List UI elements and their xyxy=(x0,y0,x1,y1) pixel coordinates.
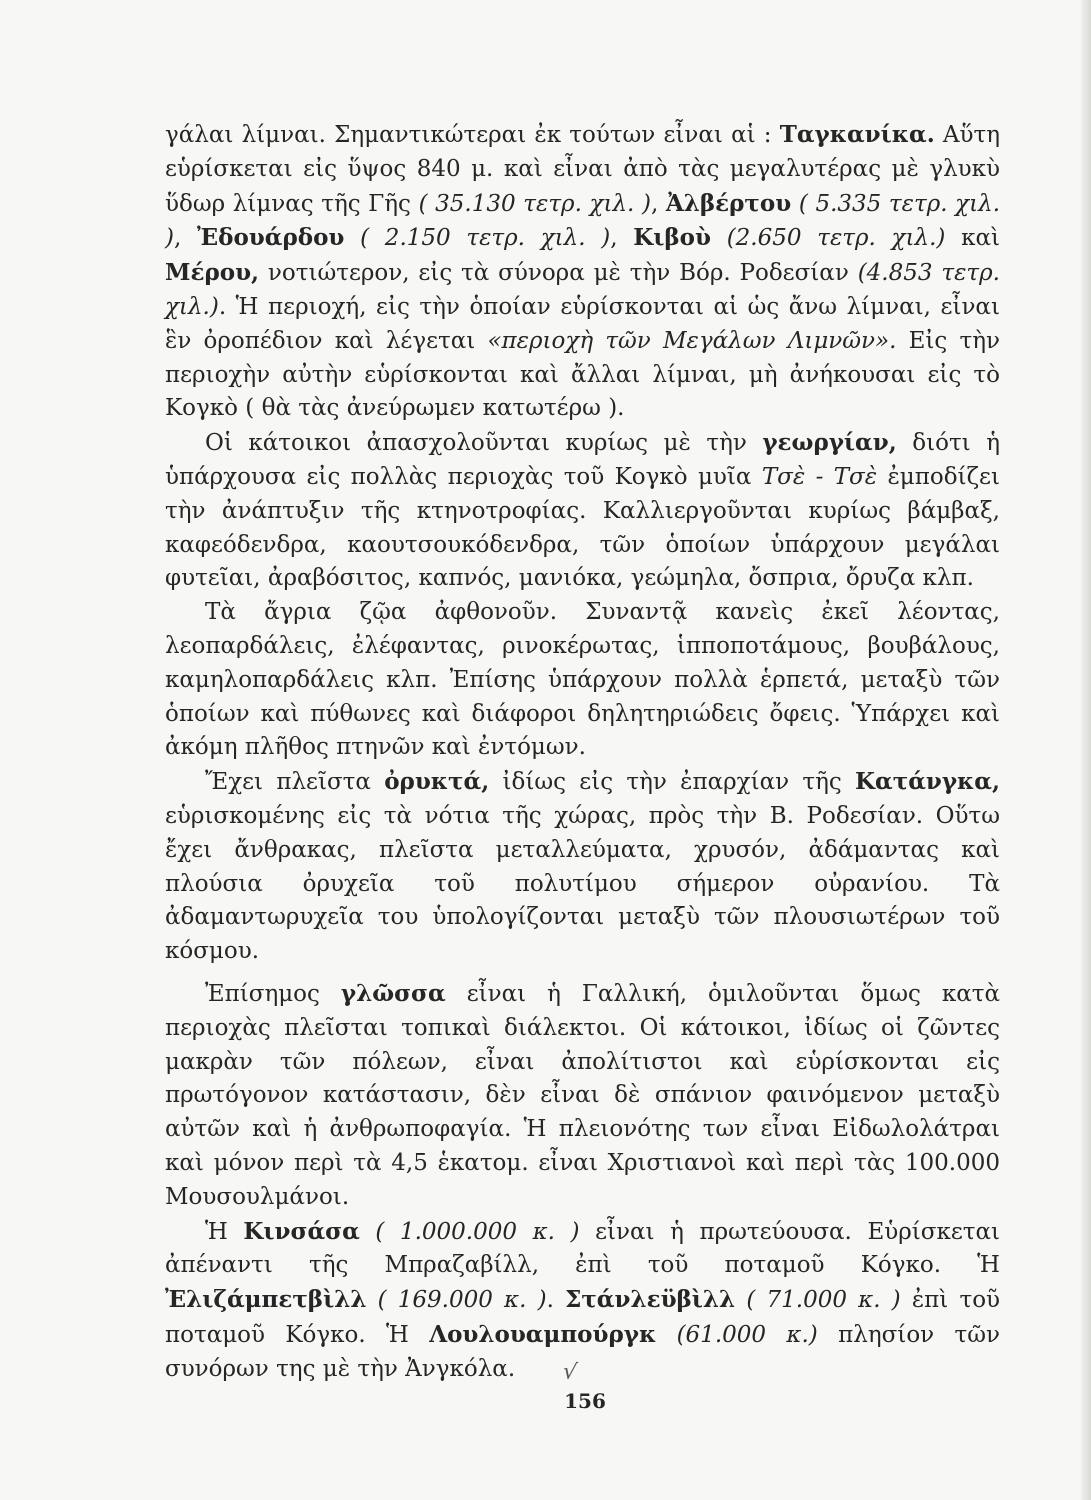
bold-term: Ταγκανίκα. xyxy=(779,121,935,148)
text-run xyxy=(344,225,360,251)
italic-figure: (61.000 κ.) xyxy=(676,1321,818,1348)
paragraph-wildlife xyxy=(165,596,1000,765)
paragraph-cities xyxy=(165,1215,1000,1387)
text-run xyxy=(791,191,799,217)
italic-figure: ( 2.150 τετρ. χιλ. ) xyxy=(360,225,611,252)
text-run: Ἡ xyxy=(205,1218,244,1245)
bold-term: ὀρυκτά, xyxy=(384,768,490,796)
bold-term: Λουλουαμπούργκ xyxy=(429,1320,657,1348)
text-run xyxy=(735,1287,746,1313)
text-run: Ἐπίσημος xyxy=(205,981,341,1007)
text-run: ἐπὶ τοῦ ποταμοῦ Κόγκο. Ἡ xyxy=(165,1287,1001,1348)
bold-term: Κινσάσα xyxy=(243,1217,360,1245)
italic-figure: ( 35.130 τετρ. χιλ. ) xyxy=(418,190,651,217)
bold-term: Κιβοὺ xyxy=(633,224,711,252)
italic-figure: ( 169.000 κ. ) xyxy=(377,1287,547,1314)
text-run xyxy=(360,1219,376,1245)
paragraph-language xyxy=(165,977,1000,1215)
text-run: γάλαι λίμναι. Σημαντικώτεραι ἐκ τούτων εἶναι αἱ : xyxy=(165,122,780,148)
text-run: , xyxy=(610,225,634,252)
italic-figure: «περιοχὴ τῶν Μεγάλων Λιμνῶν». xyxy=(487,327,897,354)
bold-term: Ἐδουάρδου xyxy=(197,224,345,252)
text-run xyxy=(366,1287,377,1313)
text-run: ἰδίως εἰς τὴν ἐπαρχίαν τῆς xyxy=(489,769,856,796)
paragraph-agriculture xyxy=(165,426,1000,596)
bold-term: Ἐλιζάμπετβὶλλ xyxy=(165,1286,367,1314)
text-run: εἶναι ἡ πρωτεύουσα. Εὑρίσκεται ἀπέναντι τῆς Μπραζαβίλλ, ἐπὶ τοῦ ποταμοῦ Κόγκο. Ἡ xyxy=(165,1218,1001,1279)
bold-term: γεωργίαν, xyxy=(762,429,897,457)
text-run: . xyxy=(546,1287,566,1314)
text-run: Τὰ ἄγρια ζῷα ἀφθονοῦν. Συναντᾷ κανεὶς ἐκεῖ λέοντας, λεοπαρδάλεις, ἐλέφαντας, ρινοκέρωτας, ἱπποποτάμους, βουβάλους, καμηλοπαρδάλεις κλπ. Ἐπίσης ὑπάρχουν πολλὰ ἑρπετά, μεταξὺ τῶν ὁποίων καὶ πύθωνες καὶ διάφοροι δηλητηριώδεις ὄφεις. Ὑπάρχει καὶ ἀκόμη πλῆθος πτηνῶν καὶ ἐντόμων. xyxy=(165,599,1000,761)
text-run: νοτιώτερον, εἰς τὰ σύνορα μὲ τὴν Βόρ. Ροδεσίαν xyxy=(259,260,858,287)
bold-term: γλῶσσα xyxy=(340,980,446,1007)
text-run: , xyxy=(650,190,666,217)
bold-term: Ἀλβέρτου xyxy=(665,189,792,217)
text-run: διότι ἡ ὑπάρχουσα εἰς πολλὰς περιοχὰς τοῦ Κογκὸ μυῖα xyxy=(165,430,1000,490)
text-run: ἐμποδίζει τὴν ἀνάπτυξιν τῆς κτηνοτροφίας. Καλλιεργοῦνται κυρίως βάμβαξ, καφεόδενδρα, καουτσουκόδενδρα, τῶν ὁποίων ὑπάρχουν μεγάλαι φυτεῖαι, ἀραβόσιτος, καπνός, μανιόκα, γεώμηλα, ὄσπρια, ὄρυζα κλπ. xyxy=(165,463,1000,592)
text-block-lower xyxy=(165,977,1000,1387)
italic-figure: ( 71.000 κ. ) xyxy=(746,1287,901,1314)
text-run: καὶ xyxy=(945,225,1001,252)
text-run: . Ἡ περιοχή, εἰς τὴν ὁποίαν εὑρίσκονται αἱ ὡς ἄνω λίμναι, εἶναι ἓν ὀροπέδιον καὶ λέγεται xyxy=(165,293,1000,354)
text-run xyxy=(656,1322,676,1348)
italic-figure: (4.853 τετρ. χιλ.) xyxy=(165,260,1000,320)
text-run: Ἔχει πλεῖστα xyxy=(205,769,385,796)
text-run xyxy=(711,225,727,251)
text-run: εἶναι ἡ Γαλλική, ὁμιλοῦνται ὅμως κατὰ περιοχὰς πλεῖσται τοπικαὶ διάλεκτοι. Οἱ κάτοικοι, ἰδίως οἱ ζῶντες μακρὰν τῶν πόλεων, εἶναι ἀπολίτιστοι καὶ εὑρίσκονται εἰς πρωτόγονον κατάστασιν, δὲν εἶναι δὲ σπάνιον φαινόμενον μεταξὺ αὐτῶν καὶ ἡ ἀνθρωποφαγία. Ἡ πλειονότης των εἶναι Εἰδωλολάτραι καὶ μόνον περὶ τὰ 4,5 ἑκατομ. εἶναι Χριστιανοὶ καὶ περὶ τὰς 100.000 Μουσουλμάνοι. xyxy=(165,981,1000,1210)
bold-term: Κατάνγκα, xyxy=(855,768,1000,796)
text-run: πλησίον τῶν συνόρων της μὲ τὴν Ἀνγκόλα. xyxy=(165,1321,1000,1382)
italic-figure: (2.650 τετρ. χιλ.) xyxy=(726,225,946,252)
page-edge-shadow xyxy=(1081,0,1091,1500)
text-run: Οἱ κάτοικοι ἀπασχολοῦνται κυρίως μὲ τὴν xyxy=(205,430,763,457)
text-run: Εἰς τὴν περιοχὴν αὐτὴν εὑρίσκονται καὶ ἄλλαι λίμναι, μὴ ἀνήκουσαι εἰς τὸ Κογκὸ ( θὰ τὰς ἀνεύρωμεν κατωτέρω ). xyxy=(165,327,1000,422)
text-run: Αὕτη εὑρίσκεται εἰς ὕψος 840 μ. καὶ εἶναι ἀπὸ τὰς μεγαλυτέρας μὲ γλυκὺ ὕδωρ λίμνας τῆς Γῆς xyxy=(165,122,1000,217)
bold-term: Στάνλεϋβὶλλ xyxy=(565,1286,736,1314)
page-number: 156 xyxy=(564,1389,606,1413)
italic-figure: Τσὲ - Τσὲ xyxy=(761,463,878,490)
handwritten-check-icon: √ xyxy=(561,1358,579,1386)
text-block-upper xyxy=(165,118,1000,969)
text-run: , xyxy=(173,225,198,252)
italic-figure: ( 5.335 τετρ. χιλ. ) xyxy=(165,190,1001,252)
bold-term: Μέρου, xyxy=(165,259,260,287)
italic-figure: ( 1.000.000 κ. ) xyxy=(375,1218,580,1245)
paragraph-minerals xyxy=(165,765,1000,969)
paragraph-lakes xyxy=(165,118,1000,426)
text-run: εὑρισκομένης εἰς τὰ νότια τῆς χώρας, πρὸς τὴν Β. Ροδεσίαν. Οὕτω ἔχει ἄνθρακας, πλεῖστα μεταλλεύματα, χρυσόν, ἀδάμαντας καὶ πλούσια ὀρυχεῖα τοῦ πολυτίμου σήμερον οὐρανίου. Τὰ ἀδαμαντωρυχεῖα του ὑπολογίζονται μεταξὺ τῶν πλουσιωτέρων τοῦ κόσμου. xyxy=(165,802,1000,965)
